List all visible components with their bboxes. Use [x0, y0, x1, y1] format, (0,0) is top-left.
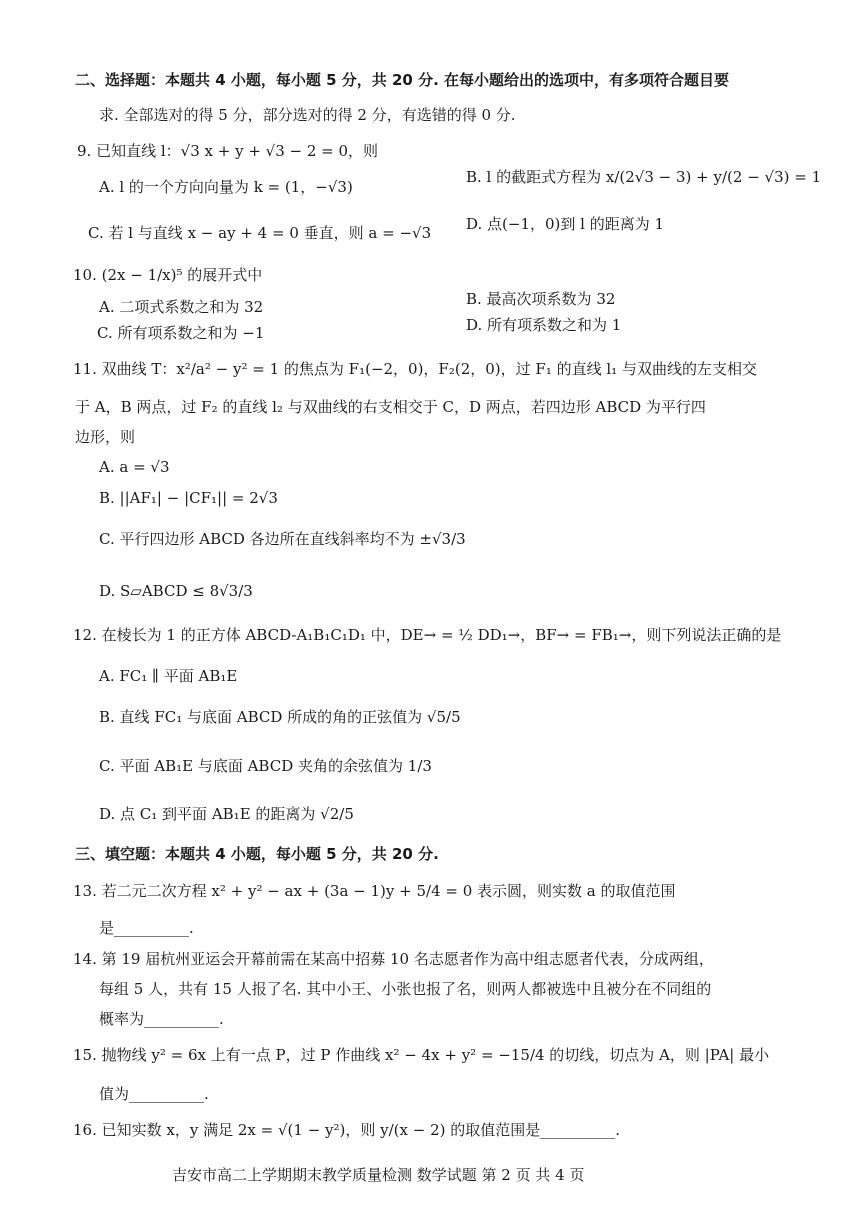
section2-header-line1: 二、选择题：本题共 4 小题，每小题 5 分，共 20 分. 在每小题给出的选项中，有多项符合题目要	[75, 71, 730, 89]
q12-option-a: A. FC₁ ∥ 平面 AB₁E	[99, 667, 238, 685]
q11-option-b: B. ||AF₁| − |CF₁|| = 2√3	[99, 489, 278, 507]
q10-option-c: C. 所有项系数之和为 −1	[97, 324, 265, 342]
q11-option-d: D. S▱ABCD ≤ 8√3/3	[99, 582, 253, 600]
q14-line2: 每组 5 人，共有 15 人报了名. 其中小王、小张也报了名，则两人都被选中且被分在不同组的	[99, 980, 712, 998]
q11-option-c: C. 平行四边形 ABCD 各边所在直线斜率均不为 ±√3/3	[99, 530, 466, 548]
q11-stem-line3: 边形，则	[75, 428, 136, 446]
q9-option-b: B. l 的截距式方程为 x/(2√3 − 3) + y/(2 − √3) = 1	[466, 168, 822, 186]
page-footer: 吉安市高二上学期期末教学质量检测 数学试题 第 2 页 共 4 页	[172, 1166, 585, 1184]
section3-header: 三、填空题：本题共 4 小题，每小题 5 分，共 20 分.	[75, 845, 439, 863]
q10-option-d: D. 所有项系数之和为 1	[466, 316, 622, 334]
q10-option-b: B. 最高次项系数为 32	[466, 290, 616, 308]
q15-line1: 15. 抛物线 y² = 6x 上有一点 P，过 P 作曲线 x² − 4x + y² = −15/4 的切线，切点为 A，则 |PA| 最小	[73, 1046, 770, 1064]
q14-line1: 14. 第 19 届杭州亚运会开幕前需在某高中招募 10 名志愿者作为高中组志愿者代表，分成两组，	[73, 950, 714, 968]
q12-option-c: C. 平面 AB₁E 与底面 ABCD 夹角的余弦值为 1/3	[99, 757, 432, 775]
q14-line3: 概率为__________.	[99, 1010, 224, 1028]
q16-line1: 16. 已知实数 x，y 满足 2x = √(1 − y²)，则 y/(x − 2) 的取值范围是__________.	[73, 1121, 621, 1139]
q11-option-a: A. a = √3	[99, 458, 170, 476]
q12-stem: 12. 在棱长为 1 的正方体 ABCD-A₁B₁C₁D₁ 中，DE→ = ½ DD₁→，BF→ = FB₁→，则下列说法正确的是	[73, 626, 782, 644]
q12-option-d: D. 点 C₁ 到平面 AB₁E 的距离为 √2/5	[99, 805, 354, 823]
q9-option-c: C. 若 l 与直线 x − ay + 4 = 0 垂直，则 a = −√3	[88, 224, 432, 242]
q11-stem-line1: 11. 双曲线 T：x²/a² − y² = 1 的焦点为 F₁(−2，0)，F₂(2，0)，过 F₁ 的直线 l₁ 与双曲线的左支相交	[73, 360, 757, 378]
q10-option-a: A. 二项式系数之和为 32	[99, 298, 264, 316]
q9-option-d: D. 点(−1，0)到 l 的距离为 1	[466, 215, 665, 233]
q9-stem: 9. 已知直线 l：√3 x + y + √3 − 2 = 0，则	[77, 142, 379, 160]
q10-stem: 10. (2x − 1/x)⁵ 的展开式中	[73, 266, 263, 284]
q12-option-b: B. 直线 FC₁ 与底面 ABCD 所成的角的正弦值为 √5/5	[99, 708, 461, 726]
q15-line2: 值为__________.	[99, 1085, 209, 1103]
section2-header-line2: 求. 全部选对的得 5 分，部分选对的得 2 分，有选错的得 0 分.	[99, 106, 516, 124]
q11-stem-line2: 于 A，B 两点，过 F₂ 的直线 l₂ 与双曲线的右支相交于 C，D 两点，若四边形 ABCD 为平行四	[75, 398, 706, 416]
q13-line2: 是__________.	[99, 919, 194, 937]
q9-option-a: A. l 的一个方向向量为 k = (1，−√3)	[99, 178, 353, 196]
q13-line1: 13. 若二元二次方程 x² + y² − ax + (3a − 1)y + 5/4 = 0 表示圆，则实数 a 的取值范围	[73, 882, 676, 900]
